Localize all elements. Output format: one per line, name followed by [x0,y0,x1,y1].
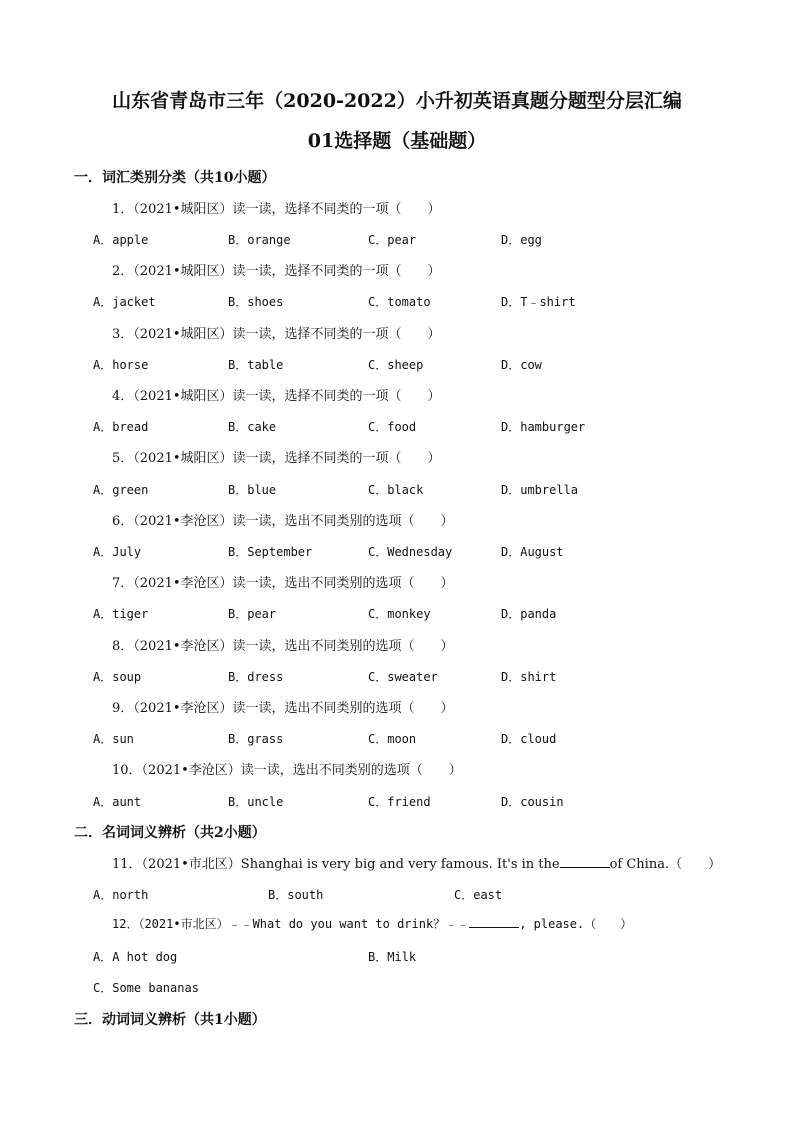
option-d[interactable]: D．shirt [501,670,557,684]
option-b[interactable]: B．grass [228,732,284,746]
question-12-prefix: 12．（2021•市北区）﹣﹣What do you want to drink？﹣﹣ [112,917,470,931]
question-12-suffix: , please.（ ） [519,917,633,931]
section-heading-3: 三．动词词义辨析（共1小题） [74,1012,266,1028]
option-a[interactable]: A．apple [93,233,149,247]
question-stem-5: 5．（2021•城阳区）读一读，选择不同类的一项（ ） [112,451,441,466]
option-a[interactable]: A．horse [93,358,149,372]
section-heading-1: 一．词汇类别分类（共10小题） [74,170,276,186]
option-a[interactable]: A．tiger [93,607,149,621]
question-11-suffix: of China.（ ） [609,857,722,872]
option-b[interactable]: B．blue [228,483,277,497]
question-stem-2: 2．（2021•城阳区）读一读，选择不同类的一项（ ） [112,264,441,279]
question-stem-1: 1．（2021•城阳区）读一读，选择不同类的一项（ ） [112,202,441,217]
option-b[interactable]: B．table [228,358,284,372]
option-row-9 [0,730,794,750]
question-stem-4: 4．（2021•城阳区）读一读，选择不同类的一项（ ） [112,389,441,404]
option-a[interactable]: A．July [93,545,142,559]
option-b[interactable]: B．south [268,888,324,902]
option-b[interactable]: B．September [228,545,313,559]
option-row-2 [0,293,794,313]
option-row-4 [0,418,794,438]
option-a[interactable]: A．soup [93,670,142,684]
option-row-12 [0,948,794,968]
option-d[interactable]: D．egg [501,233,542,247]
question-stem-3: 3．（2021•城阳区）读一读，选择不同类的一项（ ） [112,327,441,342]
option-d[interactable]: D．August [501,545,564,559]
option-c[interactable]: C．friend [368,795,431,809]
option-c[interactable]: C．black [368,483,424,497]
option-d[interactable]: D．panda [501,607,557,621]
answer-blank [560,855,610,868]
option-c[interactable]: C．east [454,888,503,902]
option-c[interactable]: C．tomato [368,295,431,309]
option-b[interactable]: B．Milk [368,950,417,964]
option-row-10 [0,793,794,813]
question-stem-10: 10．（2021•李沧区）读一读，选出不同类别的选项（ ） [112,763,462,778]
option-c[interactable]: C．sweater [368,670,438,684]
option-b[interactable]: B．shoes [228,295,284,309]
option-c[interactable]: C．moon [368,732,417,746]
option-row-7 [0,605,794,625]
option-b[interactable]: B．uncle [228,795,284,809]
page-title-line2: 01选择题（基础题） [307,130,487,152]
page-title-line1: 山东省青岛市三年（2020-2022）小升初英语真题分题型分层汇编 [112,90,682,112]
option-b[interactable]: B．pear [228,607,277,621]
option-row-8 [0,668,794,688]
option-d[interactable]: D．cow [501,358,542,372]
option-d[interactable]: D．cousin [501,795,564,809]
option-a[interactable]: A．aunt [93,795,142,809]
option-b[interactable]: B．dress [228,670,284,684]
question-11-prefix: 11．（2021•市北区）Shanghai is very big and very famous. It's in the [112,857,560,872]
question-stem-9: 9．（2021•李沧区）读一读，选出不同类别的选项（ ） [112,701,454,716]
question-stem-8: 8．（2021•李沧区）读一读，选出不同类别的选项（ ） [112,639,454,654]
option-row-11 [0,886,794,906]
section-heading-2: 二．名词词义辨析（共2小题） [74,825,266,841]
question-stem-11 [112,853,721,872]
option-row-12b [0,979,794,999]
option-b[interactable]: B．cake [228,420,277,434]
option-a[interactable]: A．sun [93,732,134,746]
option-d[interactable]: D．umbrella [501,483,579,497]
option-a[interactable]: A．north [93,888,149,902]
option-c[interactable]: C．food [368,420,417,434]
option-c[interactable]: C．Wednesday [368,545,453,559]
option-a[interactable]: A．green [93,483,149,497]
option-c[interactable]: C．monkey [368,607,431,621]
option-d[interactable]: D．hamburger [501,420,586,434]
option-row-3 [0,356,794,376]
option-a[interactable]: A．bread [93,420,149,434]
option-a[interactable]: A．jacket [93,295,156,309]
question-stem-6: 6．（2021•李沧区）读一读，选出不同类别的选项（ ） [112,514,454,529]
question-stem-7: 7．（2021•李沧区）读一读，选出不同类别的选项（ ） [112,576,454,591]
option-c[interactable]: C．pear [368,233,417,247]
question-stem-12 [112,915,632,932]
option-a[interactable]: A．A hot dog [93,950,178,964]
option-c[interactable]: C．Some bananas [93,981,199,995]
option-d[interactable]: D．T﹣shirt [501,295,576,309]
option-row-6 [0,543,794,563]
option-b[interactable]: B．orange [228,233,291,247]
option-row-1 [0,231,794,251]
option-c[interactable]: C．sheep [368,358,424,372]
option-row-5 [0,481,794,501]
answer-blank [469,915,519,928]
option-d[interactable]: D．cloud [501,732,557,746]
